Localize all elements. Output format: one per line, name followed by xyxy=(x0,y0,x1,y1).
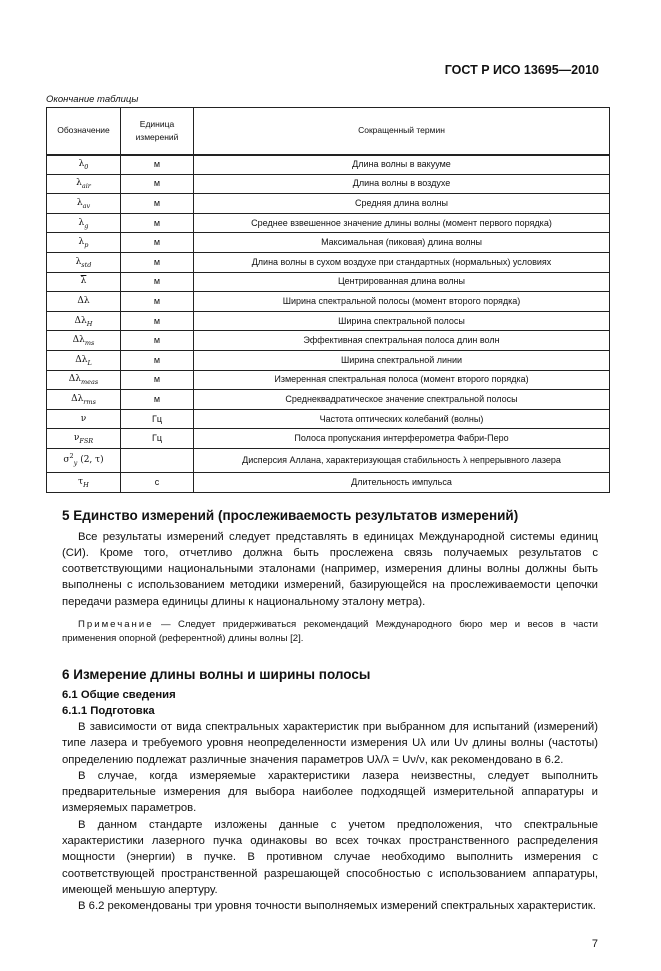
symbol: λ xyxy=(78,237,85,248)
col-header-unit: Единица измерений xyxy=(121,108,194,155)
table-row xyxy=(47,292,610,312)
page-number: 7 xyxy=(591,937,598,950)
unit-cell: м xyxy=(121,174,194,194)
symbol: $\overline{\lambda}$ xyxy=(80,276,87,287)
table-row xyxy=(47,472,610,492)
table-row xyxy=(47,409,610,429)
unit-cell: м xyxy=(121,350,194,370)
symbol-sub: air xyxy=(81,182,91,191)
symbol: Δλ xyxy=(75,354,88,365)
symbol-cell xyxy=(47,331,121,351)
term-cell: Ширина спектральной полосы (момент второго порядка) xyxy=(194,292,610,312)
table-row xyxy=(47,448,610,472)
symbol: Δλ xyxy=(72,335,85,346)
unit-cell: м xyxy=(121,213,194,233)
symbol-cell xyxy=(47,409,121,429)
table-row xyxy=(47,370,610,390)
symbol-cell xyxy=(47,194,121,214)
symbol: λ xyxy=(78,159,85,170)
term-cell: Дисперсия Аллана, характеризующая стабильность λ непрерывного лазера xyxy=(194,448,610,472)
symbol: Δλ xyxy=(74,315,87,326)
symbol-cell xyxy=(47,390,121,410)
table-row xyxy=(47,272,610,292)
symbol: ν xyxy=(73,433,80,444)
unit-cell: м xyxy=(121,292,194,312)
term-cell: Длина волны в сухом воздухе при стандартных (нормальных) условиях xyxy=(194,252,610,272)
term-cell: Полоса пропускания интерферометра Фабри-Перо xyxy=(194,429,610,449)
term-cell: Длительность импульса xyxy=(194,472,610,492)
symbol-cell xyxy=(47,272,121,292)
paragraph: В данном стандарте изложены данные с учетом предположения, что спектральные характеристики лазерного пучка одинаковы во всех точках пространственного распределения мощности (энергии) в пучке. В противном случае необходимо выполнить измерения с соответствующей пространственной разрешающей способностью с использованием аппаратуры, имеющей меньшую апертуру. xyxy=(62,818,598,896)
table-row xyxy=(47,155,610,175)
unit-cell: м xyxy=(121,311,194,331)
section-6-1-title: 6.1 Общие сведения xyxy=(62,688,176,701)
symbol-args: (2, τ) xyxy=(77,454,104,465)
table-row xyxy=(47,213,610,233)
unit-cell: м xyxy=(121,194,194,214)
table-row xyxy=(47,252,610,272)
symbol: λ xyxy=(76,197,83,208)
term-cell: Среднеквадратическое значение спектральной полосы xyxy=(194,390,610,410)
term-cell: Ширина спектральной линии xyxy=(194,350,610,370)
table-row xyxy=(47,311,610,331)
section-5-text xyxy=(62,529,598,610)
note-text: — Следует придерживаться рекомендаций Международного бюро мер и весов в части применения опорной (референтной) длины волны [2]. xyxy=(62,618,599,644)
term-cell: Средняя длина волны xyxy=(194,194,610,214)
symbol: λ xyxy=(78,217,85,228)
term-cell: Измеренная спектральная полоса (момент второго порядка) xyxy=(194,370,610,390)
table-row xyxy=(47,194,610,214)
symbol-cell xyxy=(47,370,121,390)
table-row xyxy=(47,174,610,194)
section-6-title: 6 Измерение длины волны и ширины полосы xyxy=(62,666,371,682)
symbol-sub: std xyxy=(81,260,92,269)
symbol-cell xyxy=(47,252,121,272)
unit-cell: м xyxy=(121,331,194,351)
paragraph: В зависимости от вида спектральных характеристик при выбранном для испытаний (измерений) типе лазера и требуемого уровня неопределенности измерения Uλ или Uν длины волны (частоты) определению подлежат различные значения параметров Uλ/λ = Uν/ν, как рекомендовано в 6.2. xyxy=(62,720,598,766)
symbol-sup: 2 xyxy=(69,451,74,460)
symbol-cell xyxy=(47,311,121,331)
symbol: ν xyxy=(80,413,87,424)
unit-cell: м xyxy=(121,252,194,272)
symbol-sub: H xyxy=(83,480,89,489)
section-6-1-1-title: 6.1.1 Подготовка xyxy=(62,704,155,717)
unit-cell: м xyxy=(121,370,194,390)
symbols-table xyxy=(46,107,610,493)
unit-cell: Гц xyxy=(121,409,194,429)
symbol-cell xyxy=(47,174,121,194)
unit-cell: Гц xyxy=(121,429,194,449)
symbol-sub: H xyxy=(86,319,93,328)
unit-cell: м xyxy=(121,233,194,253)
body-text xyxy=(62,507,598,951)
symbol-sub: rms xyxy=(83,397,96,406)
symbol-cell xyxy=(47,429,121,449)
note-label: Примечание xyxy=(78,618,154,630)
term-cell: Центрированная длина волны xyxy=(194,272,610,292)
table-row xyxy=(47,429,610,449)
section-5-title: 5 Единство измерений (прослеживаемость результатов измерений) xyxy=(62,507,519,523)
symbol-cell xyxy=(47,213,121,233)
paragraph: Все результаты измерений следует представлять в единицах Международной системы единиц (СИ). Кроме того, отчетливо должна быть прослежена связь получаемых результатов с соответствующими национальными эталонами (например, измерения длины волны должны быть выполнены с использованием методики измерений, базирующейся на прослеживаемости цепочки передачи размера единицы длины к национальному эталону метра). xyxy=(62,530,598,608)
term-cell: Максимальная (пиковая) длина волны xyxy=(194,233,610,253)
paragraph: В 6.2 рекомендованы три уровня точности выполняемых измерений спектральных характеристик. xyxy=(78,900,596,913)
unit-cell: м xyxy=(121,272,194,292)
symbol: σ xyxy=(63,454,70,465)
unit-cell: м xyxy=(121,390,194,410)
paragraph: В случае, когда измеряемые характеристики лазера неизвестны, следует выполнить предварительные измерения для выбора наиболее подходящей измерительной аппаратуры и измеряемых параметров. xyxy=(62,769,598,815)
term-cell: Длина волны в воздухе xyxy=(194,174,610,194)
unit-cell: м xyxy=(121,155,194,175)
symbol-sub: y xyxy=(73,458,78,467)
symbol: Δλ xyxy=(68,374,81,385)
symbol-cell xyxy=(47,472,121,492)
symbol-sub: 0 xyxy=(84,162,89,171)
symbol-sub: g xyxy=(84,221,89,230)
symbol-sub: av xyxy=(82,201,91,210)
symbol-cell xyxy=(47,292,121,312)
table-row xyxy=(47,233,610,253)
symbol-sub: ms xyxy=(84,338,95,347)
section-6-text xyxy=(62,719,598,915)
symbol: τ xyxy=(78,476,84,487)
symbol-sub: L xyxy=(87,358,92,367)
symbol-cell xyxy=(47,448,121,472)
unit-cell xyxy=(121,448,194,472)
symbol-sub: FSR xyxy=(79,436,94,445)
table-caption: Окончание таблицы xyxy=(46,94,139,105)
term-cell: Эффективная спектральная полоса длин волн xyxy=(194,331,610,351)
symbol: λ xyxy=(75,256,82,267)
symbol-cell xyxy=(47,233,121,253)
unit-cell: с xyxy=(121,472,194,492)
note xyxy=(62,618,598,646)
col-header-symbol: Обозначение xyxy=(47,108,121,155)
term-cell: Длина волны в вакууме xyxy=(194,155,610,175)
symbol: λ xyxy=(76,178,82,189)
document-header: ГОСТ Р ИСО 13695—2010 xyxy=(444,63,599,77)
symbol-sub: meas xyxy=(80,378,99,387)
symbol-sub: p xyxy=(84,240,89,249)
symbol-cell xyxy=(47,155,121,175)
symbol: Δλ xyxy=(71,393,84,404)
term-cell: Среднее взвешенное значение длины волны (момент первого порядка) xyxy=(194,213,610,233)
col-header-term: Сокращенный термин xyxy=(194,108,610,155)
term-cell: Ширина спектральной полосы xyxy=(194,311,610,331)
table-row xyxy=(47,350,610,370)
term-cell: Частота оптических колебаний (волны) xyxy=(194,409,610,429)
symbol-cell xyxy=(47,350,121,370)
table-row xyxy=(47,331,610,351)
symbol: Δλ xyxy=(77,295,90,306)
table-row xyxy=(47,390,610,410)
